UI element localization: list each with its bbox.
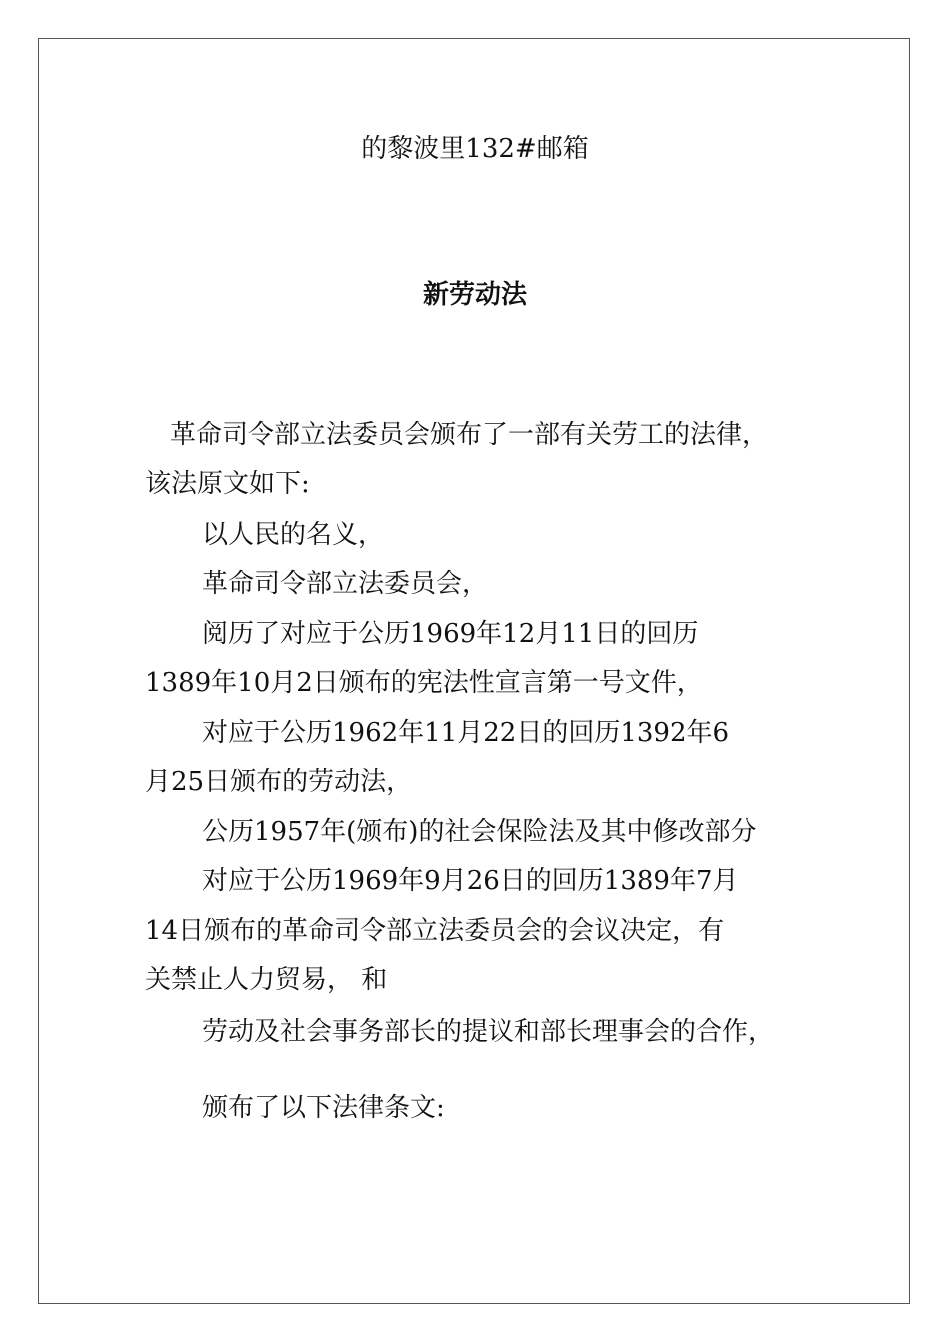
paragraph-line: 14日颁布的革命司令部立法委员会的会议决定，有 bbox=[145, 916, 725, 946]
paragraph-line: 对应于公历1969年9月26日的回历1389年7月 bbox=[202, 866, 739, 896]
paragraph-line: 该法原文如下: bbox=[145, 469, 310, 499]
document-title: 新劳动法 bbox=[422, 280, 527, 310]
paragraph-line: 对应于公历1962年11月22日的回历1392年6 bbox=[202, 718, 730, 748]
header-address: 的黎波里132#邮箱 bbox=[361, 134, 589, 164]
paragraph-line: 革命司令部立法委员会， bbox=[202, 569, 489, 599]
paragraph-line: 阅历了对应于公历1969年12月11日的回历 bbox=[202, 619, 699, 649]
paragraph-line: 月25日颁布的劳动法， bbox=[145, 767, 413, 797]
paragraph-line: 1389年10月2日颁布的宪法性宣言第一号文件， bbox=[145, 668, 703, 698]
paragraph-line: 颁布了以下法律条文: bbox=[202, 1093, 445, 1123]
paragraph-line: 公历1957年(颁布)的社会保险法及其中修改部分 bbox=[202, 817, 757, 847]
paragraph-line: 革命司令部立法委员会颁布了一部有关劳工的法律， bbox=[170, 420, 769, 450]
paragraph-line: 以人民的名义， bbox=[202, 520, 385, 550]
paragraph-line: 关禁止人力贸易， 和 bbox=[145, 965, 388, 995]
paragraph-line: 劳动及社会事务部长的提议和部长理事会的合作， bbox=[202, 1017, 775, 1047]
